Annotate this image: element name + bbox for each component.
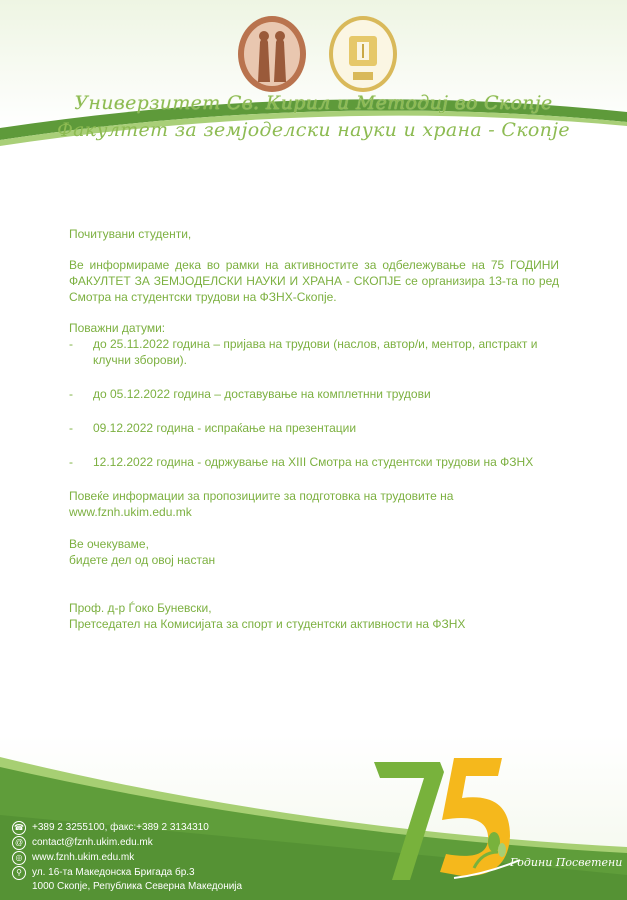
email-link[interactable]: contact@fznh.ukim.edu.mk xyxy=(32,837,153,848)
contact-phone xyxy=(12,820,262,835)
list-dash: - xyxy=(69,387,73,401)
date-item xyxy=(69,336,559,368)
date-item xyxy=(69,454,559,470)
closing-line-1: Ве очекуваме, xyxy=(69,537,149,551)
closing-line-2: бидете дел од овој настан xyxy=(69,553,216,567)
greeting: Почитувани студенти, xyxy=(69,227,192,241)
globe-icon: ◎ xyxy=(12,851,26,865)
date-item xyxy=(69,420,559,436)
date-item xyxy=(69,386,559,402)
date-item-text: 09.12.2022 година - испраќање на презентации xyxy=(93,421,357,435)
university-seal-logo xyxy=(236,14,308,94)
address-line-1: ул. 16-та Македонска Бригада бр.3 xyxy=(32,867,195,878)
letter-body xyxy=(69,226,559,632)
phone-icon: ☎ xyxy=(12,821,26,835)
contact-email[interactable] xyxy=(12,835,262,850)
date-item-text: до 05.12.2022 година – доставување на комплетнни трудови xyxy=(93,387,431,401)
website-link[interactable]: www.fznh.ukim.edu.mk xyxy=(32,852,135,863)
anniversary-tagline: Години Посветени xyxy=(510,856,623,869)
location-pin-icon: ⚲ xyxy=(12,866,26,880)
footer-contacts xyxy=(12,820,262,893)
intro-paragraph: Ве информираме дека во рамки на активностите за одбележување на 75 ГОДИНИ ФАКУЛТЕТ ЗА ЗЕМЈОДЕЛСКИ НАУКИ И ХРАНА - СКОПЈЕ се организира 13-та по ред Смотра на студентски трудови на ФЗНХ-Скопје. xyxy=(69,258,559,304)
university-name: Универзитет Св. Кирил и Методиј во Скопје xyxy=(74,92,553,114)
contact-website[interactable] xyxy=(12,850,262,865)
address-line-2: 1000 Скопје, Република Северна Македонија xyxy=(32,881,243,892)
list-dash: - xyxy=(69,455,73,469)
signature-title: Претседател на Комисијата за спорт и студентски активности на ФЗНХ xyxy=(69,617,466,631)
faculty-name: Факултет за земјоделски науки и храна - Скопје xyxy=(57,119,570,141)
list-dash: - xyxy=(69,337,73,351)
more-info: Повеќе информации за пропозициите за подготовка на трудовите на www.fznh.ukim.edu.mk xyxy=(69,489,454,519)
signature-name: Проф. д-р Ѓоко Буневски, xyxy=(69,601,212,615)
contact-address xyxy=(12,865,262,880)
date-item-text: до 25.11.2022 година – пријава на трудови (наслов, автор/и, ментор, апстракт и клучни зборови). xyxy=(93,337,538,367)
at-sign-icon: @ xyxy=(12,836,26,850)
list-dash: - xyxy=(69,421,73,435)
faculty-seal-logo xyxy=(327,14,399,94)
header-background xyxy=(0,0,627,175)
phone-text: +389 2 3255100, факс:+389 2 3134310 xyxy=(32,822,209,833)
dates-title: Поважни датуми: xyxy=(69,321,166,335)
date-item-text: 12.12.2022 година - одржување на XIII Смотра на студентски трудови на ФЗНХ xyxy=(93,455,534,469)
anniversary-75-logo xyxy=(370,748,530,888)
